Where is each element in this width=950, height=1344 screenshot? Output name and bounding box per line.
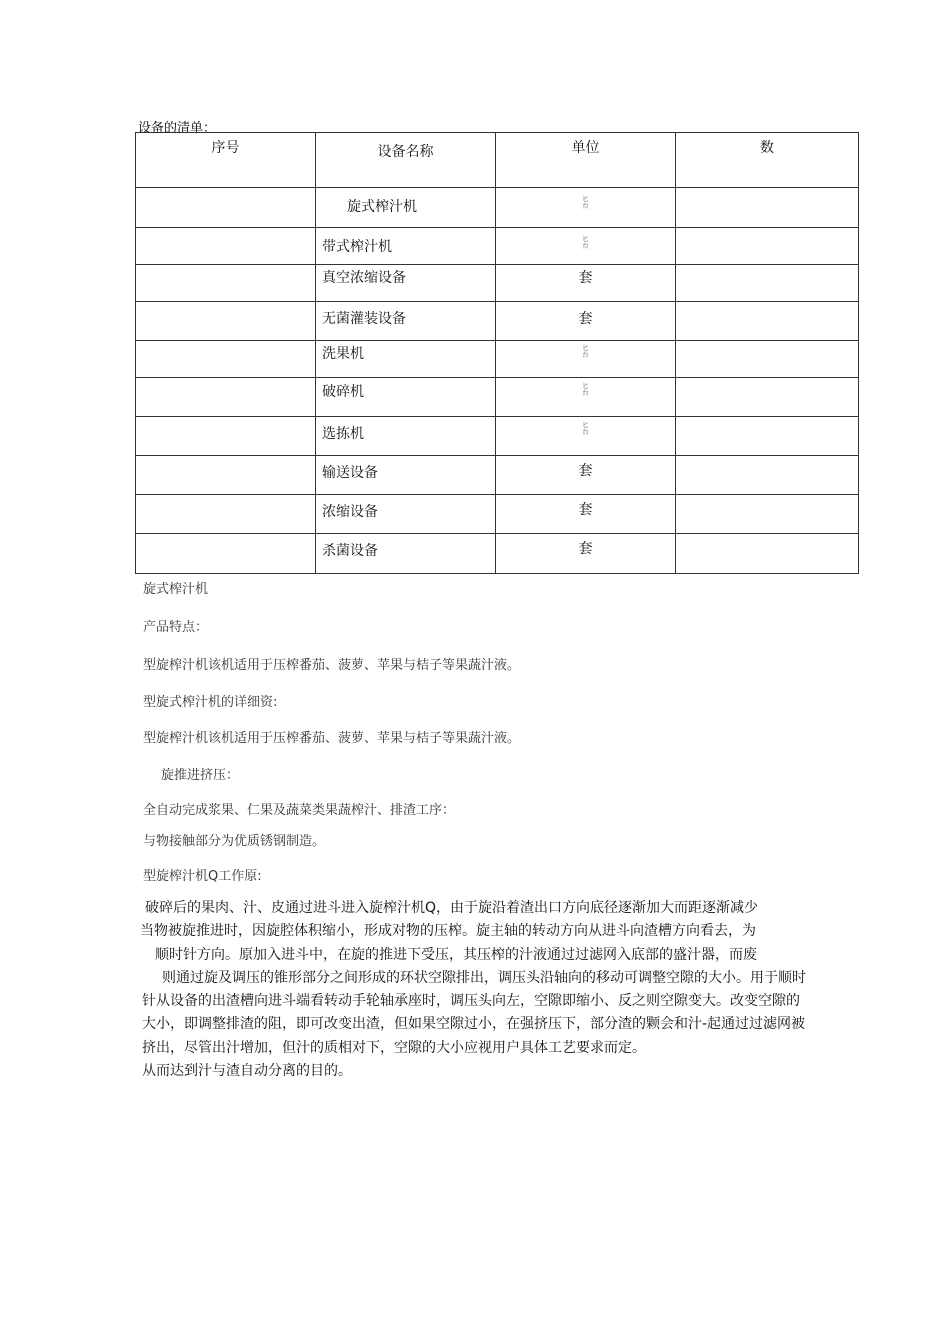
unit-text: 匕 台 [582, 345, 589, 359]
unit-text: 匕 台 [582, 383, 589, 397]
cell-qty [676, 378, 859, 417]
cell-name: 真空浓缩设备 [316, 265, 496, 302]
details-text: 型旋榨汁机该机适用于压榨番茄、菠萝、苹果与桔子等果蔬汁液。 [143, 731, 521, 746]
cell-name: 旋式榨汁机 [316, 188, 496, 228]
cell-name: 浓缩设备 [316, 495, 496, 534]
cell-unit: 套 [496, 265, 676, 302]
cell-seq [136, 228, 316, 265]
unit-text: 匕 台 [582, 422, 589, 436]
cell-name: 洗果机 [316, 341, 496, 378]
body-line: 大小，即调整排渣的阻，即可改变出渣，但如果空隙过小，在强挤压下，部分渣的颗会和汁-起通过过滤网被 [142, 1016, 806, 1032]
table-row [136, 378, 859, 417]
details-heading: 型旋式榨汁机的详细资: [143, 695, 278, 710]
cell-unit: 套 [496, 534, 676, 574]
material-text: 与物接触部分为优质锈钢制造。 [143, 834, 326, 849]
cell-name: 破碎机 [316, 378, 496, 417]
body-line: 破碎后的果肉、汁、皮通过进斗进入旋榨汁机Q，由于旋沿着渣出口方向底径逐渐加大而距逐渐减少 [145, 900, 759, 916]
table-header-row [136, 133, 859, 188]
cell-name: 杀菌设备 [316, 534, 496, 574]
cell-name: 选拣机 [316, 417, 496, 456]
unit-text: 匕 台 [582, 196, 589, 210]
header-name: 设备名称 [316, 133, 496, 188]
list-caption: 设备的清单： [138, 121, 217, 136]
cell-unit: 套 [496, 495, 676, 534]
table-row [136, 341, 859, 378]
table-row [136, 302, 859, 341]
cell-qty [676, 302, 859, 341]
table-row [136, 417, 859, 456]
features-heading: 产品特点： [143, 620, 209, 635]
body-line: 从而达到汁与渣自动分离的目的。 [142, 1063, 352, 1079]
automation-text: 全自动完成浆果、仁果及蔬菜类果蔬榨汁、排渣工序： [143, 803, 456, 818]
cell-name: 带式榨汁机 [316, 228, 496, 265]
equipment-table [135, 132, 859, 574]
body-line: 针从设备的出渣槽向进斗端看转动手轮轴承座时，调压头向左，空隙即缩小、反之则空隙变大。改变空隙的 [142, 993, 800, 1009]
cell-seq [136, 188, 316, 228]
cell-name: 输送设备 [316, 456, 496, 495]
cell-qty [676, 228, 859, 265]
cell-qty [676, 265, 859, 302]
cell-unit [496, 341, 676, 378]
cell-seq [136, 378, 316, 417]
cell-seq [136, 341, 316, 378]
body-line: 当物被旋推进时，因旋腔体积缩小，形成对物的压榨。旋主轴的转动方向从进斗向渣槽方向看去，为 [140, 923, 756, 939]
cell-unit: 套 [496, 302, 676, 341]
header-seq: 序号 [136, 133, 316, 188]
header-unit: 单位 [496, 133, 676, 188]
cell-seq [136, 456, 316, 495]
table-row [136, 495, 859, 534]
cell-qty [676, 188, 859, 228]
unit-text: 匕 台 [582, 236, 589, 250]
table-row [136, 228, 859, 265]
cell-unit [496, 378, 676, 417]
cell-seq [136, 417, 316, 456]
product-title: 旋式榨汁机 [143, 582, 209, 597]
cell-unit [496, 228, 676, 265]
cell-name: 无菌灌装设备 [316, 302, 496, 341]
features-text: 型旋榨汁机该机适用于压榨番茄、菠萝、苹果与桔子等果蔬汁液。 [143, 658, 521, 673]
body-line: 则通过旋及调压的锥形部分之间形成的环状空隙排出，调压头沿轴向的移动可调整空隙的大小。用于顺时 [162, 970, 806, 986]
body-line: 挤出，尽管出汁增加，但汁的质相对下，空隙的大小应视用户具体工艺要求而定。 [142, 1040, 646, 1056]
table-row [136, 456, 859, 495]
table-row [136, 265, 859, 302]
cell-unit [496, 417, 676, 456]
cell-seq [136, 265, 316, 302]
cell-qty [676, 417, 859, 456]
cell-qty [676, 534, 859, 574]
cell-seq [136, 495, 316, 534]
screw-heading: 旋推进挤压： [161, 768, 240, 783]
cell-seq [136, 302, 316, 341]
cell-qty [676, 341, 859, 378]
cell-unit [496, 188, 676, 228]
cell-seq [136, 534, 316, 574]
table-row [136, 188, 859, 228]
header-qty: 数 [676, 133, 859, 188]
table-row [136, 534, 859, 574]
cell-qty [676, 495, 859, 534]
body-line: 顺时针方向。原加入进斗中，在旋的推进下受压，其压榨的汁液通过过滤网入底部的盛汁器，而废 [155, 947, 757, 963]
cell-unit: 套 [496, 456, 676, 495]
cell-qty [676, 456, 859, 495]
principle-heading: 型旋榨汁机Q工作原: [143, 869, 262, 884]
